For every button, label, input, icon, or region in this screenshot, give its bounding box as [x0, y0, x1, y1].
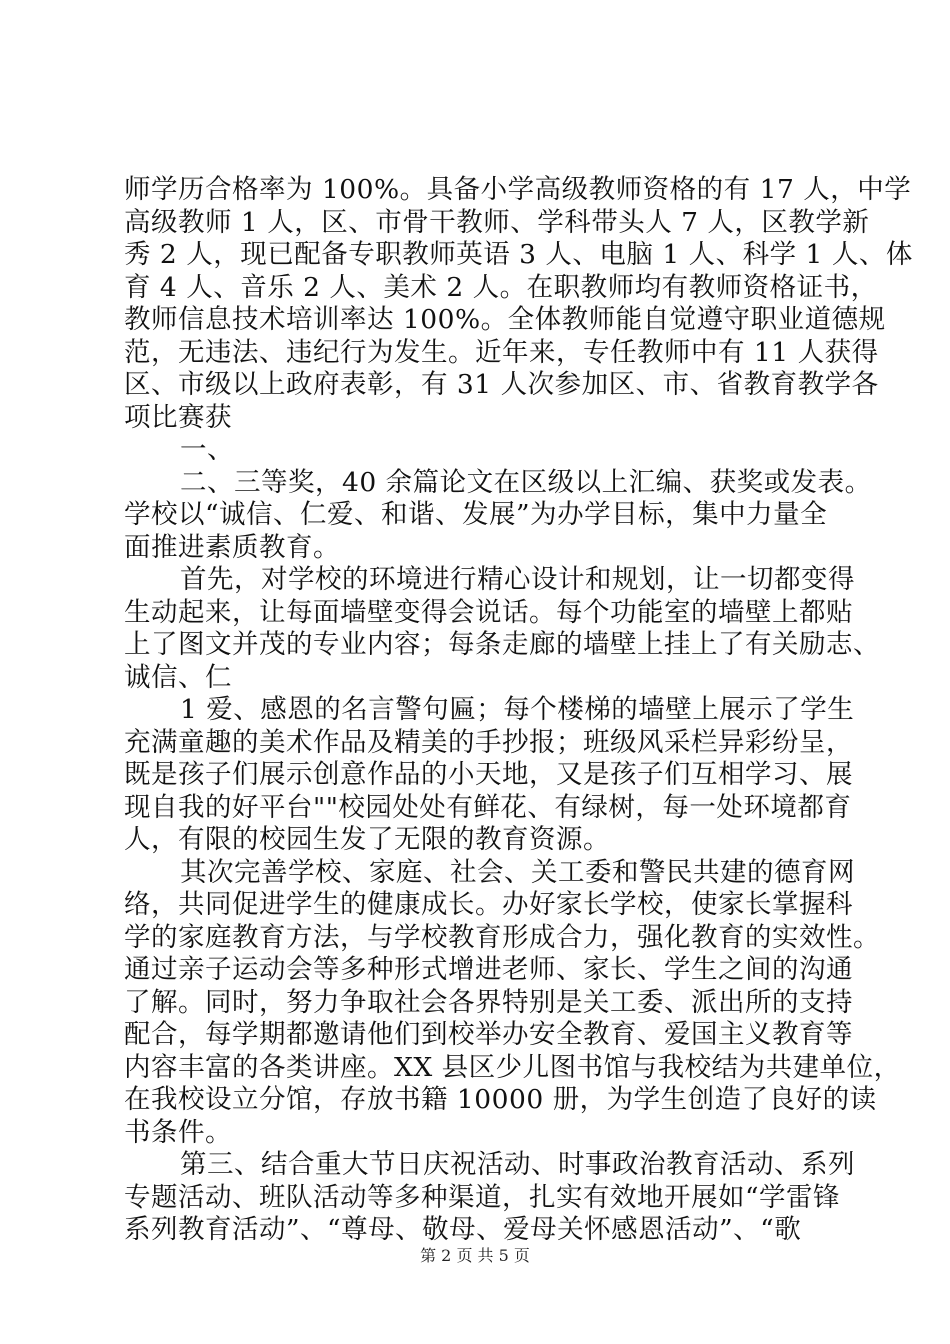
text-line: 面推进素质教育。: [124, 531, 340, 563]
text-line: 通过亲子运动会等多种形式增进老师、家长、学生之间的沟通: [124, 954, 853, 985]
text-line: 二、三等奖，40 余篇论文在区级以上汇编、获奖或发表。: [180, 466, 872, 498]
text-line: 人，有限的校园生发了无限的教育资源。: [124, 824, 610, 855]
text-line: 上了图文并茂的专业内容；每条走廊的墙壁上挂上了有关励志、: [124, 629, 880, 660]
document-body: [124, 174, 913, 1247]
text-line: 在我校设立分馆，存放书籍 10000 册，为学生创造了良好的读: [124, 1084, 877, 1115]
text-line: 系列教育活动”、“尊母、敬母、爱母关怀感恩活动”、“歌: [124, 1214, 802, 1245]
text-line: 专题活动、班队活动等多种渠道，扎实有效地开展如“学雷锋: [124, 1181, 841, 1213]
text-line: 首先，对学校的环境进行精心设计和规划，让一切都变得: [180, 564, 855, 595]
text-line: 秀 2 人，现已配备专职教师英语 3 人、电脑 1 人、科学 1 人、体: [124, 239, 913, 270]
text-line: 区、市级以上政府表彰，有 31 人次参加区、市、省教育教学各: [124, 369, 879, 400]
text-line: 书条件。: [124, 1116, 232, 1148]
text-line: 诚信、仁: [124, 661, 232, 693]
text-line: 了解。同时，努力争取社会各界特别是关工委、派出所的支持: [124, 986, 853, 1018]
page-footer: 第 2 页 共 5 页: [420, 1246, 530, 1265]
text-line: 育 4 人、音乐 2 人、美术 2 人。在职教师均有教师资格证书，: [124, 271, 878, 303]
text-line: 其次完善学校、家庭、社会、关工委和警民共建的德育网: [180, 856, 855, 888]
text-line: 第三、结合重大节日庆祝活动、时事政治教育活动、系列: [180, 1149, 855, 1180]
text-line: 既是孩子们展示创意作品的小天地，又是孩子们互相学习、展: [124, 759, 853, 790]
text-line: 学校以“诚信、仁爱、和谐、发展”为办学目标，集中力量全: [124, 499, 828, 530]
text-line: 项比赛获: [124, 401, 232, 433]
text-line: 1 爱、感恩的名言警句匾；每个楼梯的墙壁上展示了学生: [180, 694, 855, 725]
text-line: 生动起来，让每面墙壁变得会说话。每个功能室的墙壁上都贴: [124, 596, 853, 628]
text-line: 师学历合格率为 100%。具备小学高级教师资格的有 17 人，中学: [124, 174, 912, 205]
text-line: 范，无违法、违纪行为发生。近年来，专任教师中有 11 人获得: [124, 336, 879, 368]
text-line: 高级教师 1 人，区、市骨干教师、学科带头人 7 人，区教学新: [124, 206, 870, 238]
text-line: 学的家庭教育方法，与学校教育形成合力，强化教育的实效性。: [124, 921, 880, 953]
text-line: 教师信息技术培训率达 100%。全体教师能自觉遵守职业道德规: [124, 304, 886, 335]
text-line: 内容丰富的各类讲座。XX 县区少儿图书馆与我校结为共建单位，: [124, 1051, 901, 1083]
text-line: 充满童趣的美术作品及精美的手抄报；班级风采栏异彩纷呈，: [124, 726, 853, 758]
text-line: 现自我的好平台""校园处处有鲜花、有绿树，每一处环境都育: [124, 791, 852, 823]
text-line: 一、: [180, 434, 234, 465]
text-line: 配合，每学期都邀请他们到校举办安全教育、爱国主义教育等: [124, 1019, 853, 1050]
text-line: 络，共同促进学生的健康成长。办好家长学校，使家长掌握科: [124, 889, 853, 920]
